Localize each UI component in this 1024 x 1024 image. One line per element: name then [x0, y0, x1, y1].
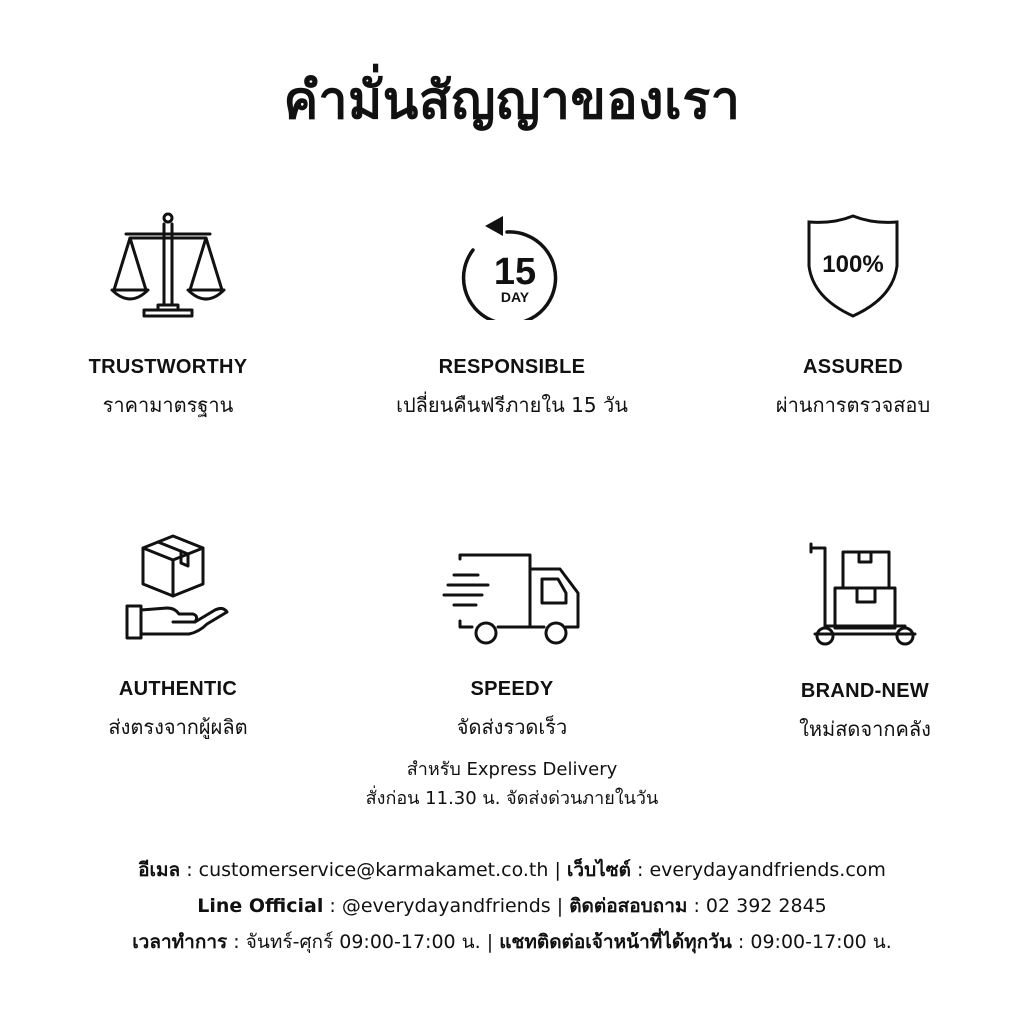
feature-subtitle: จัดส่งรวดเร็ว: [456, 715, 568, 739]
separator: |: [554, 859, 561, 881]
colon: :: [737, 931, 745, 953]
feature-title: RESPONSIBLE: [438, 356, 586, 378]
chat-label: แชทติดต่อเจ้าหน้าที่ได้ทุกวัน: [499, 931, 732, 953]
contact-line-line: [0, 891, 1024, 921]
colon: :: [329, 895, 336, 917]
contact-line-hours: [0, 927, 1024, 957]
fast-truck-icon: [442, 535, 582, 645]
feature-brand-new: [705, 536, 1024, 745]
feature-assured: [693, 210, 1013, 421]
feature-subtitle: ราคามาตรฐาน: [102, 393, 234, 417]
line-label: Line Official: [197, 895, 324, 917]
feature-note-line2: สั่งก่อน 11.30 น. จัดส่งด่วนภายในวัน: [365, 788, 659, 809]
shield-100-icon: [803, 210, 903, 320]
feature-note-line1: สำหรับ Express Delivery: [406, 759, 618, 780]
website-label: เว็บไซต์: [566, 859, 631, 881]
feature-subtitle: เปลี่ยนคืนฟรีภายใน 15 วัน: [396, 393, 628, 417]
phone-value[interactable]: 02 392 2845: [705, 895, 827, 917]
contact-line-email: [0, 855, 1024, 885]
feature-title: AUTHENTIC: [118, 678, 238, 700]
hand-truck-boxes-icon: [805, 536, 925, 646]
website-value[interactable]: everydayandfriends.com: [649, 859, 886, 881]
chat-value: 09:00-17:00 น.: [750, 931, 892, 953]
15-day-return-icon: [457, 210, 567, 320]
email-label: อีเมล: [138, 859, 181, 881]
colon: :: [186, 859, 193, 881]
phone-label: ติดต่อสอบถาม: [569, 895, 688, 917]
icon-number: 15: [493, 251, 537, 293]
separator: |: [486, 931, 494, 953]
feature-responsible: [352, 210, 672, 421]
icon-unit: DAY: [500, 289, 530, 305]
box-in-hand-icon: [123, 532, 233, 642]
feature-title: BRAND-NEW: [800, 680, 930, 702]
colon: :: [693, 895, 700, 917]
scales-icon: [108, 210, 228, 320]
hours-label: เวลาทำการ: [132, 931, 228, 953]
hours-value: จันทร์-ศุกร์ 09:00-17:00 น.: [245, 931, 481, 953]
feature-title: ASSURED: [803, 356, 903, 378]
separator: |: [556, 895, 564, 917]
feature-title: SPEEDY: [470, 678, 554, 700]
feature-subtitle: ส่งตรงจากผู้ผลิต: [108, 715, 248, 739]
feature-subtitle: ใหม่สดจากคลัง: [799, 717, 931, 741]
colon: :: [636, 859, 644, 881]
icon-text: 100%: [822, 251, 884, 278]
feature-title: TRUSTWORTHY: [88, 356, 248, 378]
feature-trustworthy: [8, 210, 328, 421]
feature-authentic: [18, 532, 338, 743]
feature-subtitle: ผ่านการตรวจสอบ: [775, 393, 931, 417]
colon: :: [233, 931, 240, 953]
email-value[interactable]: customerservice@karmakamet.co.th: [198, 859, 549, 881]
page-title: คำมั่นสัญญาของเรา: [283, 71, 741, 131]
line-value[interactable]: @everydayandfriends: [341, 895, 551, 917]
feature-speedy: [352, 535, 672, 813]
